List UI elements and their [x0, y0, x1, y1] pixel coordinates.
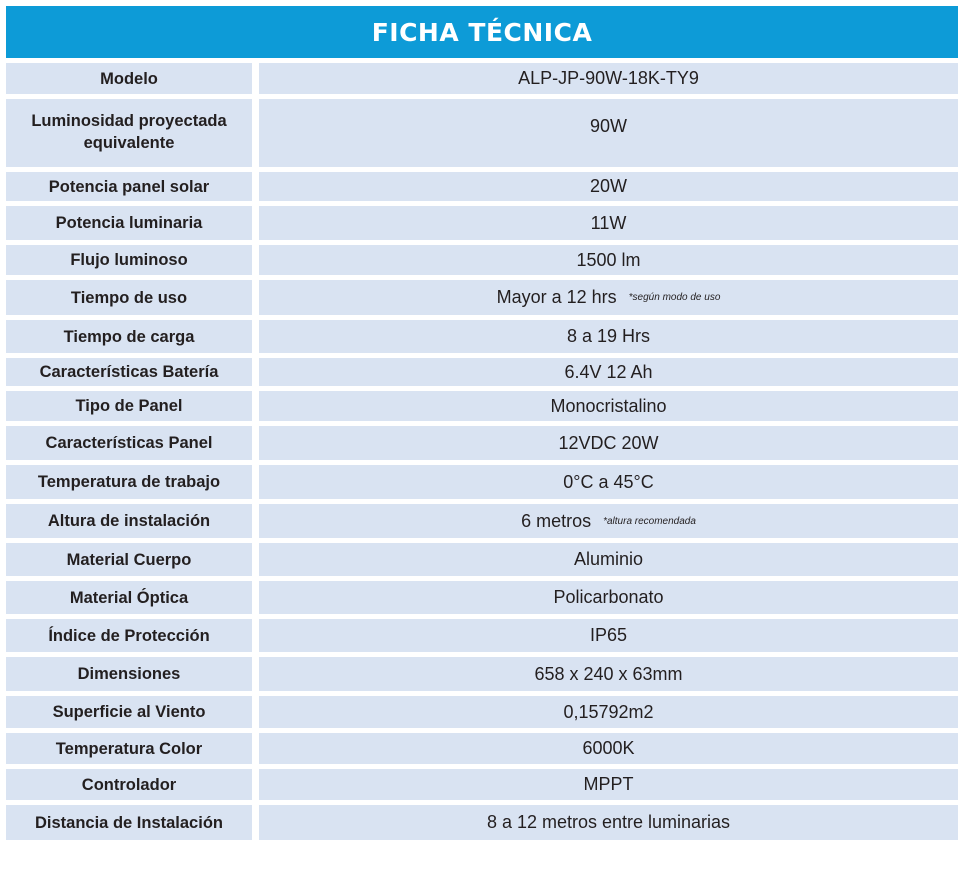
spec-value: [259, 172, 958, 201]
spec-value-text: 6.4V 12 Ah: [564, 361, 653, 382]
spec-value-text: Policarbonato: [553, 587, 664, 607]
spec-label: Temperatura Color: [6, 733, 252, 764]
spec-value-text: 20W: [589, 176, 627, 196]
spec-value: [259, 391, 958, 421]
spec-value: [259, 696, 958, 728]
spec-value: [259, 543, 958, 576]
table-row: [6, 63, 958, 94]
spec-value-text: 90W: [589, 116, 627, 136]
spec-value-text: ALP-JP-90W-18K-TY9: [518, 68, 699, 88]
spec-label: Altura de instalación: [6, 504, 252, 538]
spec-value-text: 0,15792m2: [563, 701, 654, 722]
spec-value: [259, 426, 958, 460]
spec-value-text: 8 a 12 metros entre luminarias: [486, 812, 731, 832]
table-row: [6, 206, 958, 240]
spec-value-text: 8 a 19 Hrs: [566, 326, 651, 346]
spec-value: [259, 465, 958, 499]
table-row: [6, 543, 958, 576]
spec-value-text: Aluminio: [573, 549, 644, 569]
table-row: [6, 320, 958, 353]
spec-label: Potencia panel solar: [6, 172, 252, 201]
spec-value-text: 11W: [590, 212, 627, 233]
spec-value: [259, 769, 958, 800]
spec-value-text: 12VDC 20W: [558, 432, 659, 453]
table-row: [6, 99, 958, 167]
spec-label: Índice de Protección: [6, 619, 252, 652]
spec-label: Tipo de Panel: [6, 391, 252, 421]
spec-value: [259, 245, 958, 275]
spec-value: [259, 733, 958, 764]
spec-label: Características Panel: [6, 426, 252, 460]
spec-value-text: MPPT: [583, 774, 634, 794]
spec-value-text: 0°C a 45°C: [563, 471, 654, 492]
table-row: [6, 733, 958, 764]
spec-label: Modelo: [6, 63, 252, 94]
spec-label: Material Óptica: [6, 581, 252, 614]
table-row: [6, 696, 958, 728]
spec-value: [259, 619, 958, 652]
spec-label: Superficie al Viento: [6, 696, 252, 728]
spec-value: [259, 99, 958, 167]
spec-value-text: 658 x 240 x 63mm: [534, 663, 683, 684]
spec-label: Flujo luminoso: [6, 245, 252, 275]
table-row: [6, 619, 958, 652]
spec-label: Tiempo de uso: [6, 280, 252, 315]
spec-label: Tiempo de carga: [6, 320, 252, 353]
spec-label: Luminosidad proyectada equivalente: [6, 99, 252, 167]
table-row: [6, 504, 958, 538]
spec-label: Características Batería: [6, 358, 252, 386]
table-row: [6, 581, 958, 614]
spec-value-text: Monocristalino: [550, 395, 667, 416]
table-row: [6, 391, 958, 421]
table-row: [6, 805, 958, 840]
table-row: [6, 280, 958, 315]
spec-note: *según modo de uso: [628, 292, 721, 303]
sheet-title: FICHA TÉCNICA: [6, 6, 958, 58]
spec-value: [259, 206, 958, 240]
spec-value: [259, 657, 958, 691]
table-row: [6, 172, 958, 201]
table-row: [6, 358, 958, 386]
spec-value: [259, 504, 958, 538]
spec-label: Temperatura de trabajo: [6, 465, 252, 499]
spec-label: Material Cuerpo: [6, 543, 252, 576]
table-row: [6, 426, 958, 460]
spec-value-text: IP65: [589, 625, 628, 645]
spec-value-text: 1500 lm: [576, 249, 641, 270]
spec-value: [259, 805, 958, 840]
spec-label: Potencia luminaria: [6, 206, 252, 240]
spec-value: [259, 358, 958, 386]
spec-note: *altura recomendada: [603, 515, 696, 527]
spec-value: [259, 280, 958, 315]
table-row: [6, 769, 958, 800]
spec-label: Controlador: [6, 769, 252, 800]
spec-value: [259, 320, 958, 353]
spec-label: Distancia de Instalación: [6, 805, 252, 840]
table-row: [6, 245, 958, 275]
spec-value-text: 6 metros: [521, 510, 592, 531]
spec-value-text: 6000K: [582, 738, 635, 758]
spec-label: Dimensiones: [6, 657, 252, 691]
table-row: [6, 657, 958, 691]
spec-value-text: Mayor a 12 hrs: [496, 287, 617, 307]
spec-sheet: [6, 6, 958, 840]
spec-value: [259, 581, 958, 614]
spec-value: [259, 63, 958, 94]
table-row: [6, 465, 958, 499]
